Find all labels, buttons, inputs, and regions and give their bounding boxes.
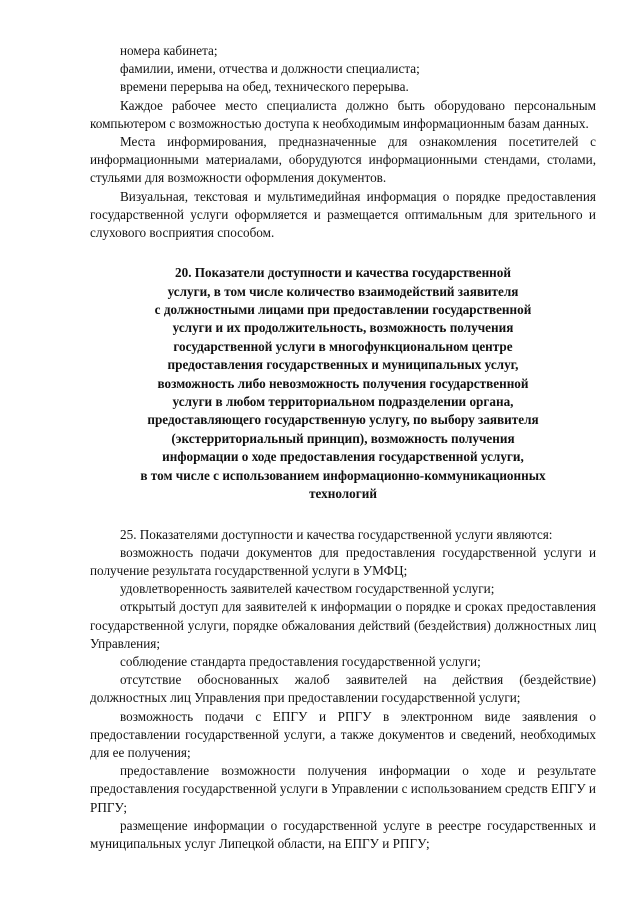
- document-page: [90, 42, 596, 853]
- paragraph-umfc-submission: возможность подачи документов для предоставления государственной услуги и получение результата государственной услуги в УМФЦ;: [90, 544, 596, 578]
- heading-line: 20. Показатели доступности и качества государственной: [175, 265, 511, 281]
- top-section: [90, 42, 596, 242]
- paragraph-info-places: Места информирования, предназначенные для ознакомления посетителей с информационными материалами, оборудуются информационными стендами, столами, стульями для возможности оформления документов.: [90, 134, 596, 186]
- paragraph-registry-placement: размещение информации о государственной услуге в реестре государственных и муниципальных услуг Липецкой области, на ЕПГУ и РПГУ;: [90, 817, 596, 851]
- paragraph-workplace: Каждое рабочее место специалиста должно быть оборудовано персональным компьютером с возможностью доступа к необходимым информационным базам данных.: [90, 97, 596, 131]
- paragraph-specialist-name: фамилии, имени, отчества и должности специалиста;: [120, 61, 420, 77]
- paragraph-open-access: открытый доступ для заявителей к информации о порядке и сроках предоставления государственной услуги, порядке обжалования действий (бездействия) должностных лиц Управления;: [90, 599, 596, 651]
- heading-line: государственной услуги в многофункциональном центре: [173, 338, 513, 354]
- paragraph-satisfaction: удовлетворенность заявителей качеством государственной услуги;: [120, 581, 495, 597]
- heading-line: в том числе с использованием информационно-коммуникационных: [140, 467, 546, 483]
- heading-line: технологий: [309, 486, 377, 502]
- paragraph-visual-info: Визуальная, текстовая и мультимедийная информация о порядке предоставления государственной услуги оформляется и размещается оптимальным для зрительного и слухового восприятия способом.: [90, 188, 596, 241]
- paragraph-progress-info: предоставление возможности получения информации о ходе и результате предоставления государственной услуги в Управлении с использованием средств ЕПГУ и РПГУ;: [90, 763, 596, 815]
- heading-line: услуги в любом территориальном подразделении органа,: [172, 394, 514, 410]
- heading-line: возможность либо невозможность получения государственной: [157, 375, 529, 391]
- paragraph-break-time: времени перерыва на обед, технического перерыва.: [120, 79, 409, 95]
- paragraph-indicators-intro: 25. Показателями доступности и качества государственной услуги являются:: [120, 526, 553, 542]
- paragraph-standard-compliance: соблюдение стандарта предоставления государственной услуги;: [120, 653, 481, 669]
- heading-line: с должностными лицами при предоставлении государственной: [154, 302, 532, 318]
- heading-line: информации о ходе предоставления государственной услуги,: [162, 449, 524, 465]
- heading-line: услуги, в том числе количество взаимодействий заявителя: [167, 283, 519, 299]
- paragraph-electronic-submission: возможность подачи с ЕПГУ и РПГУ в электронном виде заявления о предоставлении государственной услуги, а также документов и сведений, необходимых для ее получения;: [90, 708, 596, 760]
- heading-line: услуги и их продолжительность, возможность получения: [172, 320, 514, 336]
- paragraph-cabinet-number: номера кабинета;: [120, 43, 218, 58]
- paragraph-no-complaints: отсутствие обоснованных жалоб заявителей на действия (бездействие) должностных лиц Управления при предоставлении государственной услуги;: [90, 672, 596, 706]
- bottom-section: [90, 526, 596, 854]
- section-heading: [90, 264, 596, 503]
- heading-line: предоставляющего государственную услугу, по выбору заявителя: [147, 412, 539, 428]
- heading-line: (экстерриториальный принцип), возможность получения: [171, 430, 515, 446]
- heading-line: предоставления государственных и муниципальных услуг,: [167, 357, 519, 373]
